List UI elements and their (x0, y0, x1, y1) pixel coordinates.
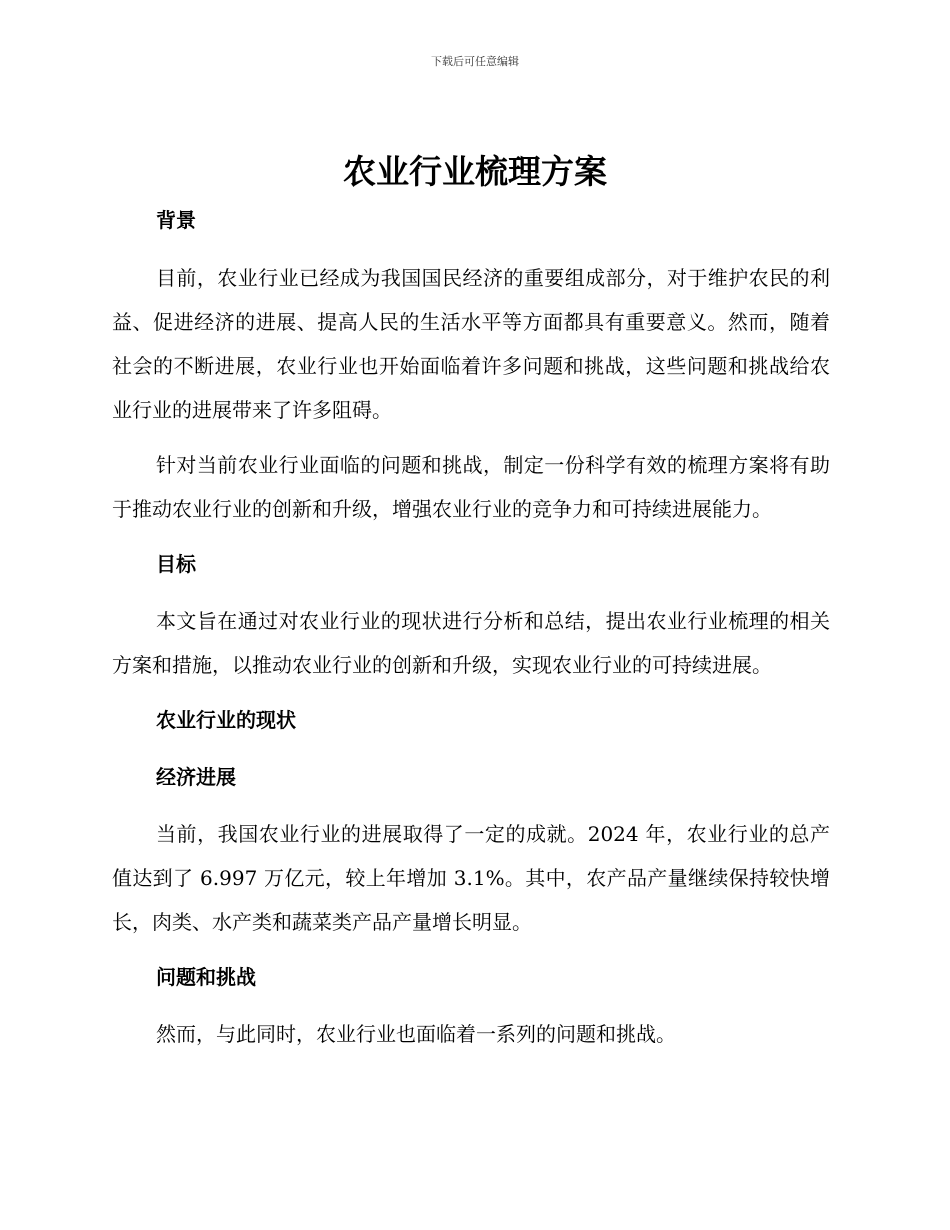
document-body (112, 198, 830, 1067)
page-header-note: 下载后可任意编辑 (431, 55, 519, 68)
paragraph-goal: 本文旨在通过对农业行业的现状进行分析和总结，提出农业行业梳理的相关方案和措施，以推动农业行业的创新和升级，实现农业行业的可持续进展。 (112, 609, 830, 677)
document-title: 农业行业梳理方案 (343, 152, 607, 191)
paragraph-background-2: 针对当前农业行业面临的问题和挑战，制定一份科学有效的梳理方案将有助于推动农业行业的创新和升级，增强农业行业的竞争力和可持续进展能力。 (112, 453, 830, 521)
paragraph-problems-challenges: 然而，与此同时，农业行业也面临着一系列的问题和挑战。 (156, 1022, 676, 1046)
paragraph-background-1: 目前，农业行业已经成为我国国民经济的重要组成部分，对于维护农民的利益、促进经济的进展、提高人民的生活水平等方面都具有重要意义。然而，随着社会的不断进展，农业行业也开始面临着许多问题和挑战，这些问题和挑战给农业行业的进展带来了许多阻碍。 (112, 266, 830, 422)
heading-background: 背景 (156, 208, 196, 232)
heading-problems-challenges: 问题和挑战 (156, 965, 256, 989)
heading-economic-progress: 经济进展 (156, 765, 236, 789)
heading-goal: 目标 (156, 552, 196, 576)
heading-industry-status: 农业行业的现状 (156, 708, 296, 732)
paragraph-economic-progress: 当前，我国农业行业的进展取得了一定的成就。2024 年，农业行业的总产值达到了 6.997 万亿元，较上年增加 3.1%。其中，农产品产量继续保持较快增长，肉类、水产类和蔬菜类产品产量增长明显。 (112, 822, 830, 934)
